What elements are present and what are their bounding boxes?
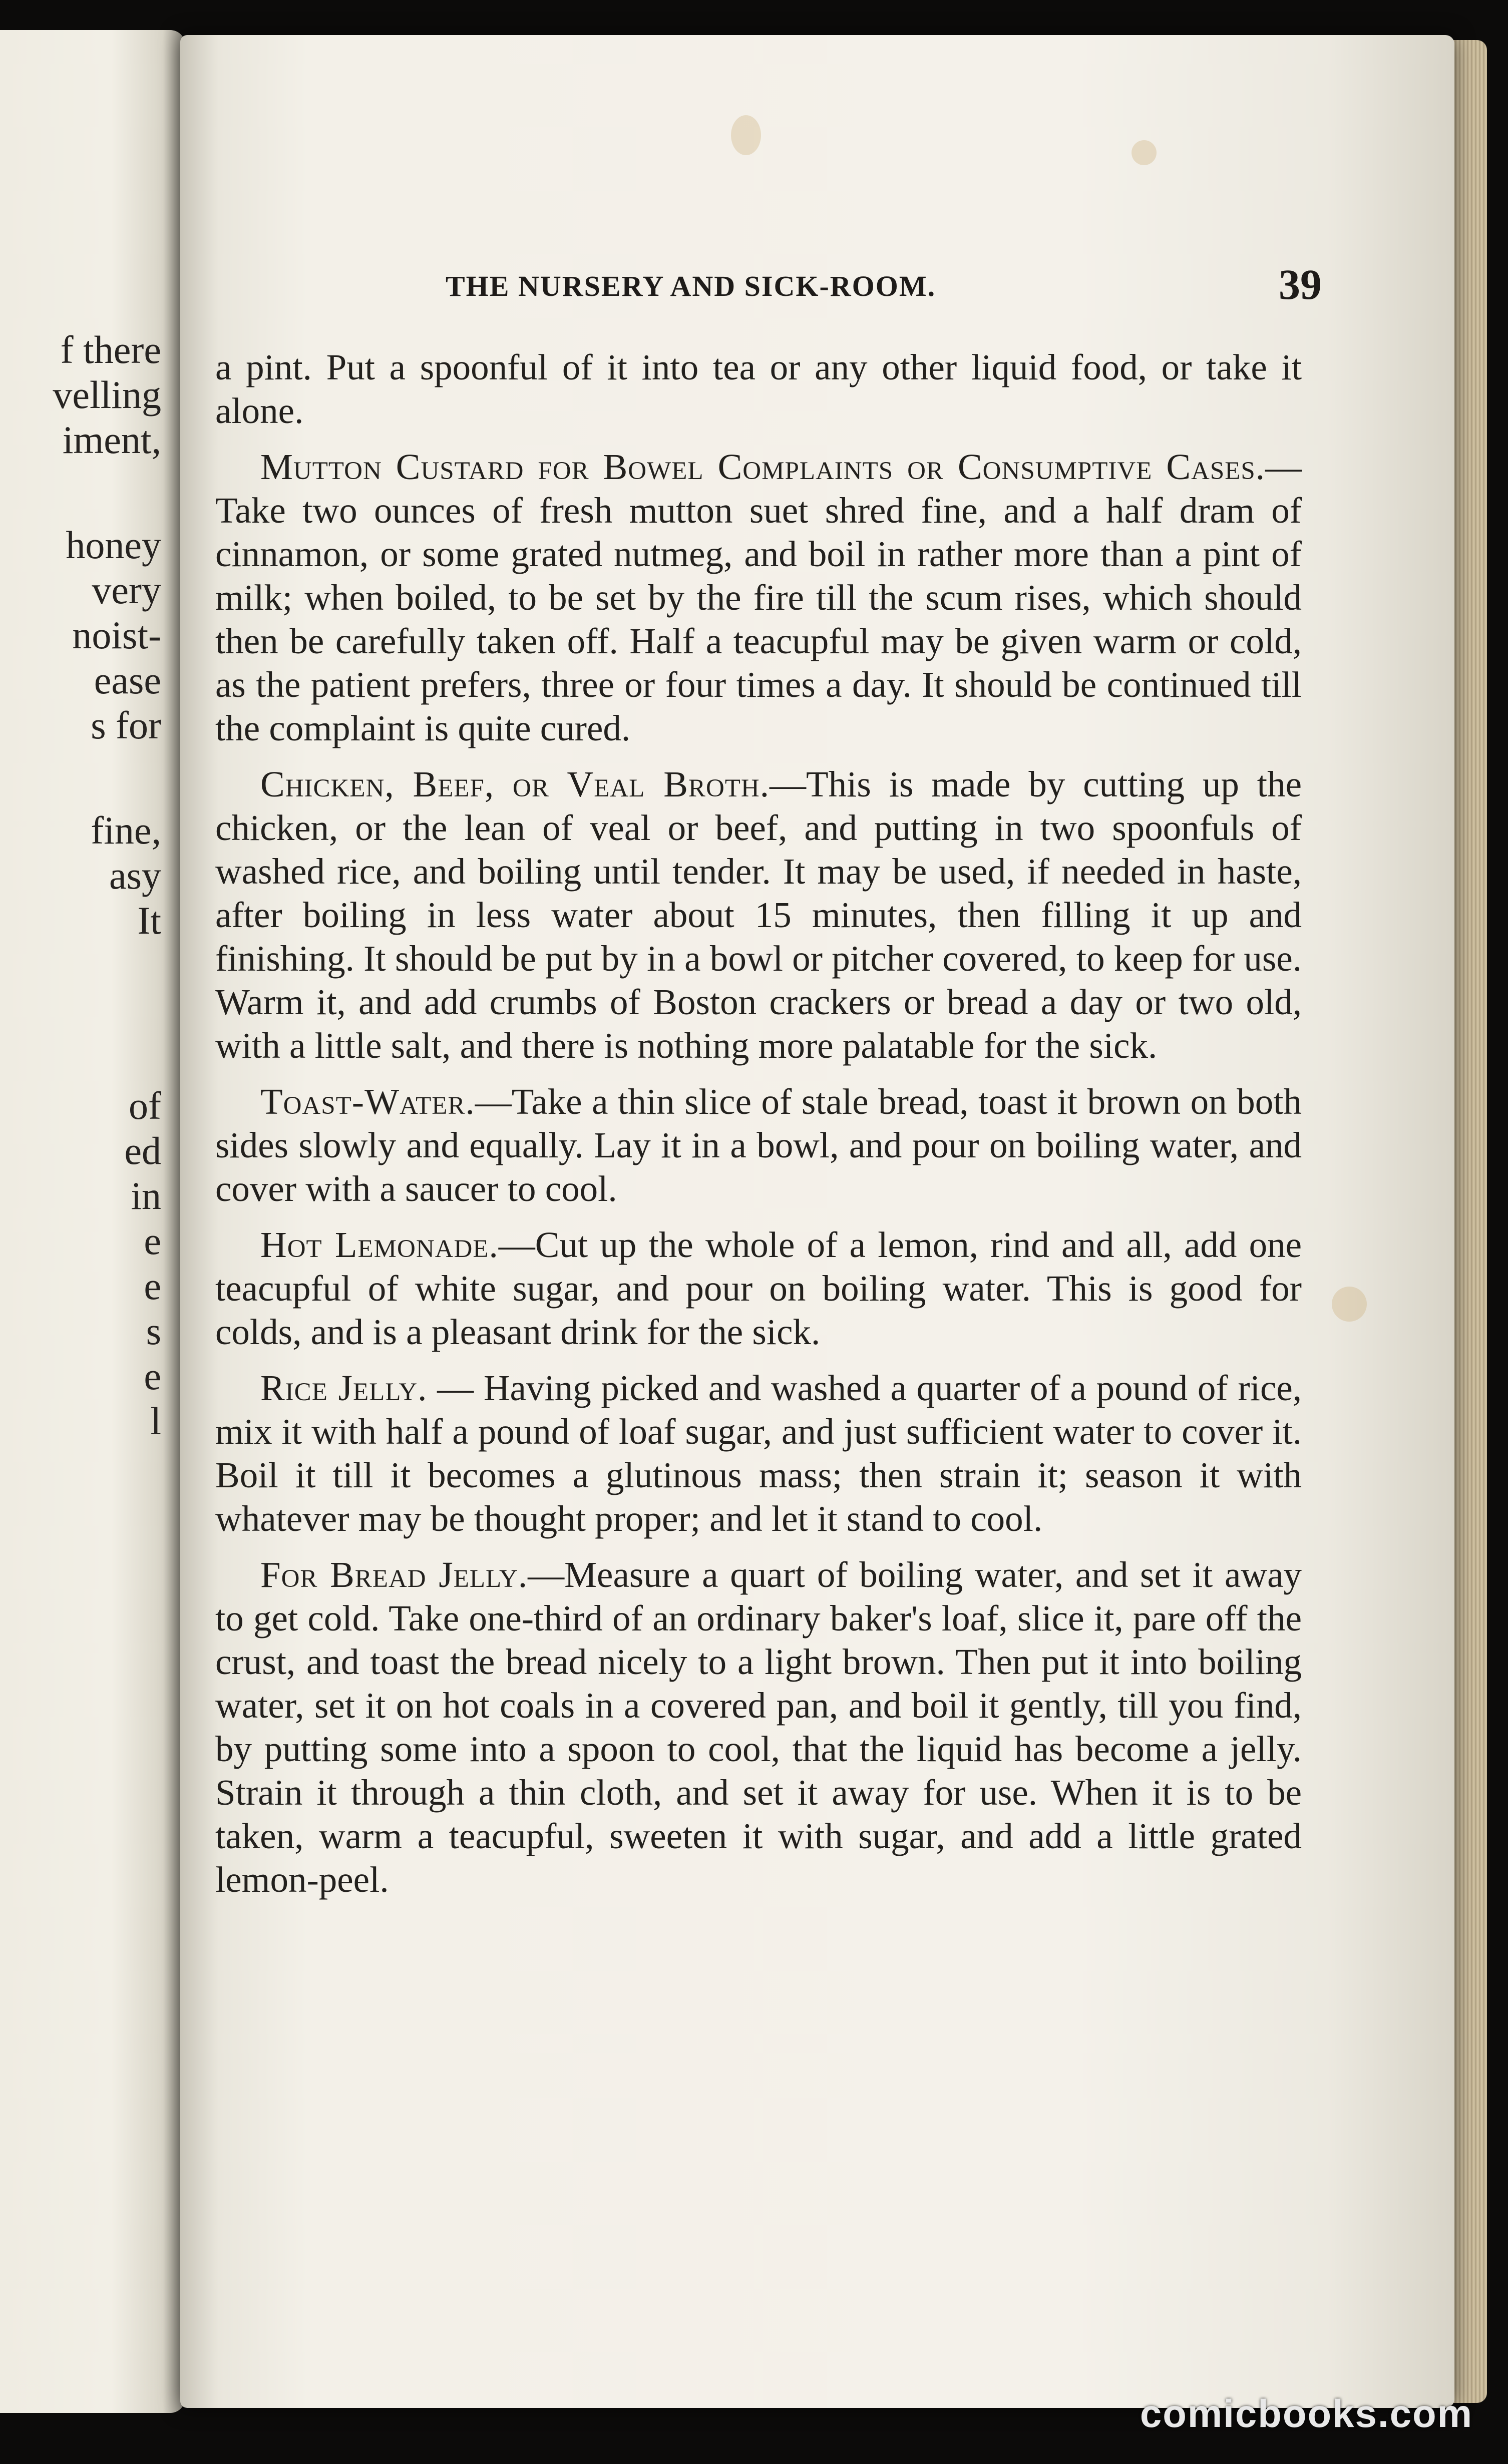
watermark: comicbooks.com [1140, 2391, 1473, 2435]
left-page-fragment: s for [91, 703, 161, 747]
recipe-heading: For Bread Jelly. [260, 1554, 528, 1595]
left-page-fragment: in [131, 1174, 161, 1217]
foxing-stain [1132, 140, 1157, 165]
page-header [260, 255, 1322, 310]
recipe-heading: Hot Lemonade. [260, 1224, 499, 1265]
left-page-fragment: fine, [91, 808, 161, 852]
page-number: 39 [1279, 260, 1322, 308]
left-facing-page [0, 30, 185, 2413]
page-body [215, 345, 1302, 1914]
left-page-fragment: s [146, 1309, 161, 1353]
recipe-text: —Take two ounces of fresh mutton suet shred fine, and a half dram of cinnamon, or some grated nutmeg, and boil in rather more than a pint of milk; when boiled, to be set by the fire till the scum rises, which should then be carefully taken off. Half a teacupful may be given warm or cold, as the patient prefers, three or four times a day. It should be continued till the complaint is quite cured. [215, 447, 1302, 748]
left-page-fragment: ease [94, 658, 161, 702]
left-page-fragment: l [150, 1399, 161, 1443]
left-page-fragment: e [144, 1354, 161, 1398]
recipe-text: —Measure a quart of boiling water, and set it away to get cold. Take one-third of an ordinary baker's loaf, slice it, pare off the crust, and toast the bread nicely to a light brown. Then put it into boiling water, set it on hot coals in a covered pan, and boil it gently, till you find, by putting some into a spoon to cool, that the liquid has become a jelly. Strain it through a thin cloth, and set it away for use. When it is to be taken, warm a teacupful, sweeten it with sugar, and add a little grated lemon-peel. [215, 1554, 1302, 1900]
paragraph-text: a pint. Put a spoonful of it into tea or any other liquid food, or take it alone. [215, 347, 1302, 431]
foxing-stain [731, 115, 761, 155]
recipe-toast-water [215, 1080, 1302, 1210]
left-page-fragment: e [144, 1219, 161, 1263]
recipe-heading: Rice Jelly. [260, 1368, 428, 1408]
left-page-fragment: honey [66, 523, 161, 567]
left-page-fragment: iment, [62, 418, 161, 462]
left-page-fragment: of [129, 1084, 161, 1127]
recipe-text: — Having picked and washed a quarter of a pound of rice, mix it with half a pound of loaf sugar, and just sufficient water to cover it. Boil it till it becomes a glutinous mass; then strain it; season it with whatever may be thought proper; and let it stand to cool. [215, 1368, 1302, 1539]
left-page-fragment: e [144, 1264, 161, 1308]
running-title: THE NURSERY AND SICK-ROOM. [446, 270, 936, 302]
paragraph [215, 345, 1302, 433]
left-page-fragment: noist- [72, 613, 161, 657]
left-page-fragment: velling [53, 373, 161, 417]
recipe-heading: Mutton Custard for Bowel Complaints or Consumptive Cases. [260, 447, 1265, 487]
left-page-fragment: asy [109, 854, 161, 897]
recipe-broth [215, 762, 1302, 1067]
recipe-heading: Toast-Water. [260, 1081, 475, 1122]
left-page-fragment: It [137, 899, 161, 942]
recipe-bread-jelly [215, 1553, 1302, 1901]
foxing-stain [1332, 1287, 1367, 1322]
left-page-fragment: f there [60, 328, 161, 371]
recipe-mutton-custard [215, 445, 1302, 750]
recipe-text: —Cut up the whole of a lemon, rind and all, add one teacupful of white sugar, and pour on boiling water. This is good for colds, and is a pleasant drink for the sick. [215, 1224, 1302, 1352]
page-edges [1452, 40, 1487, 2403]
left-page-fragment: very [92, 568, 161, 612]
recipe-heading: Chicken, Beef, or Veal Broth. [260, 764, 770, 804]
recipe-hot-lemonade [215, 1223, 1302, 1354]
left-page-fragment: ed [124, 1129, 161, 1172]
recipe-text: —Take a thin slice of stale bread, toast it brown on both sides slowly and equally. Lay it in a bowl, and pour on boiling water, and cover with a saucer to cool. [215, 1081, 1302, 1209]
recipe-rice-jelly [215, 1366, 1302, 1540]
recipe-text: —This is made by cutting up the chicken, or the lean of veal or beef, and putting in two spoonfuls of washed rice, and boiling until tender. It may be used, if needed in haste, after boiling in less water about 15 minutes, then filling it up and finishing. It should be put by in a bowl or pitcher covered, to keep for use. Warm it, and add crumbs of Boston crackers or bread a day or two old, with a little salt, and there is nothing more palatable for the sick. [215, 764, 1302, 1066]
